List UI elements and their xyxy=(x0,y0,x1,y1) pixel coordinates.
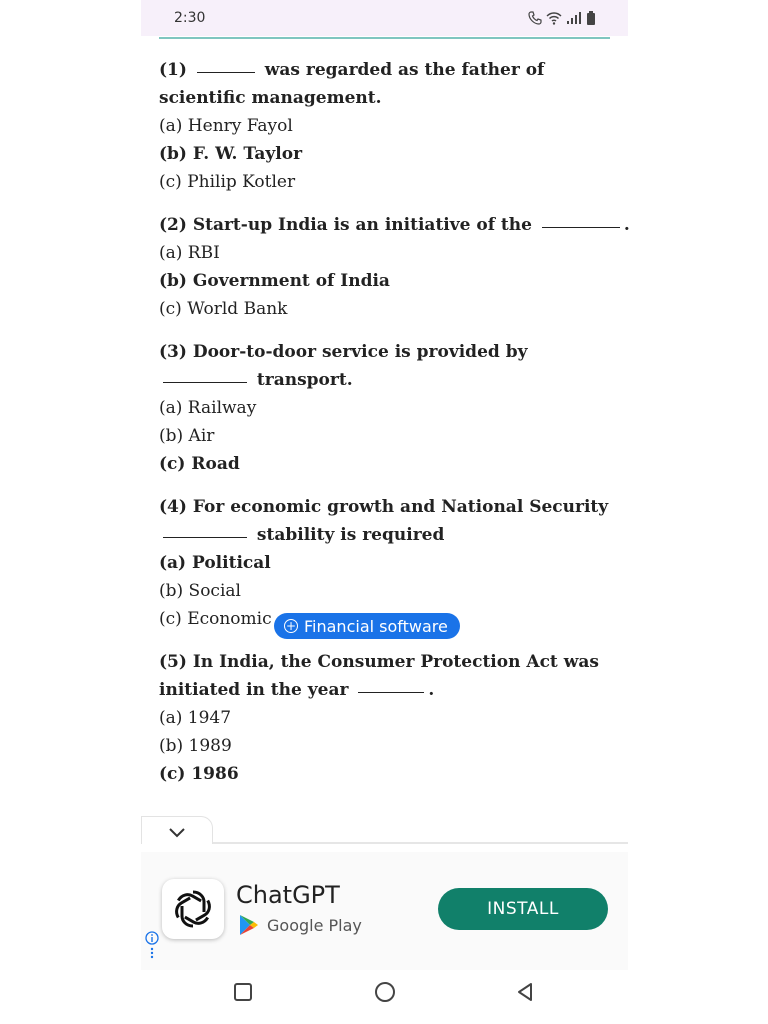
question-1 xyxy=(159,56,619,196)
question-text: was regarded as the father of xyxy=(258,60,545,80)
question-3 xyxy=(159,338,619,478)
status-bar xyxy=(141,0,628,36)
financial-software-chip[interactable] xyxy=(274,613,460,639)
fill-in-blank xyxy=(197,72,255,73)
question-text-line xyxy=(159,366,619,394)
fill-in-blank xyxy=(358,692,424,693)
answer-option: (a) 1947 xyxy=(159,708,232,728)
install-button[interactable]: INSTALL xyxy=(438,888,608,930)
battery-icon xyxy=(586,11,596,25)
question-text-line xyxy=(159,676,619,704)
question-text: (1) xyxy=(159,60,193,80)
answer-option: (a) Henry Fayol xyxy=(159,116,293,136)
home-button[interactable] xyxy=(373,980,397,1004)
chatgpt-logo-icon[interactable] xyxy=(162,879,224,939)
correct-answer-option: (c) Road xyxy=(159,454,240,474)
store-row xyxy=(239,914,362,936)
fill-in-blank xyxy=(163,537,247,538)
google-play-icon xyxy=(239,914,259,936)
question-text: (5) In India, the Consumer Protection Act was xyxy=(159,652,599,672)
ad-banner[interactable] xyxy=(141,852,628,970)
answer-option: (b) Social xyxy=(159,581,241,601)
signal-icon xyxy=(566,11,582,25)
question-text-line xyxy=(159,211,630,239)
correct-answer-option: (a) Political xyxy=(159,553,271,573)
back-button[interactable] xyxy=(513,980,537,1004)
status-icons xyxy=(528,10,596,26)
ad-info-icon[interactable] xyxy=(144,930,160,964)
question-2 xyxy=(159,211,630,323)
square-icon xyxy=(232,981,254,1003)
call-icon xyxy=(528,11,542,25)
quiz-content xyxy=(159,56,630,803)
status-time: 2:30 xyxy=(174,10,206,26)
fill-in-blank xyxy=(163,382,247,383)
answer-option: (c) Economic xyxy=(159,609,272,629)
question-text: (2) Start-up India is an initiative of the xyxy=(159,215,538,235)
correct-answer-option: (b) Government of India xyxy=(159,271,390,291)
correct-answer-option: (b) F. W. Taylor xyxy=(159,144,303,164)
chevron-down-icon xyxy=(142,817,214,845)
question-text: . xyxy=(623,215,630,235)
ad-divider xyxy=(213,842,628,844)
question-4 xyxy=(159,493,619,633)
question-text: stability is required xyxy=(251,525,445,545)
answer-option: (b) Air xyxy=(159,426,215,446)
answer-option: (a) Railway xyxy=(159,398,257,418)
answer-option: (b) 1989 xyxy=(159,736,232,756)
answer-option: (a) RBI xyxy=(159,243,220,263)
circle-icon xyxy=(373,980,397,1004)
question-text-line xyxy=(159,338,619,366)
wifi-icon xyxy=(546,11,562,25)
back-triangle-icon xyxy=(514,981,536,1003)
question-text-line xyxy=(159,56,619,84)
navigation-bar xyxy=(141,972,628,1012)
ad-app-name[interactable]: ChatGPT xyxy=(236,881,340,909)
recents-button[interactable] xyxy=(231,980,255,1004)
question-text-line xyxy=(159,84,619,112)
question-text: transport. xyxy=(251,370,353,390)
correct-answer-option: (c) 1986 xyxy=(159,764,239,784)
question-text: scientific management. xyxy=(159,88,382,108)
phone-screen xyxy=(141,0,628,1024)
question-text: initiated in the year xyxy=(159,680,355,700)
question-text: (4) For economic growth and National Security xyxy=(159,497,609,517)
answer-option: (c) Philip Kotler xyxy=(159,172,296,192)
answer-option: (c) World Bank xyxy=(159,299,288,319)
question-text: (3) Door-to-door service is provided by xyxy=(159,342,528,362)
question-text-line xyxy=(159,493,619,521)
question-5 xyxy=(159,648,619,788)
question-text: . xyxy=(428,680,435,700)
divider-line xyxy=(159,37,610,39)
plus-circle-icon: + xyxy=(285,619,297,633)
chip-label: Financial software xyxy=(304,616,448,636)
collapse-ad-button[interactable] xyxy=(141,816,213,844)
fill-in-blank xyxy=(542,227,620,228)
store-name: Google Play xyxy=(267,915,362,935)
question-text-line xyxy=(159,521,619,549)
question-text-line xyxy=(159,648,619,676)
